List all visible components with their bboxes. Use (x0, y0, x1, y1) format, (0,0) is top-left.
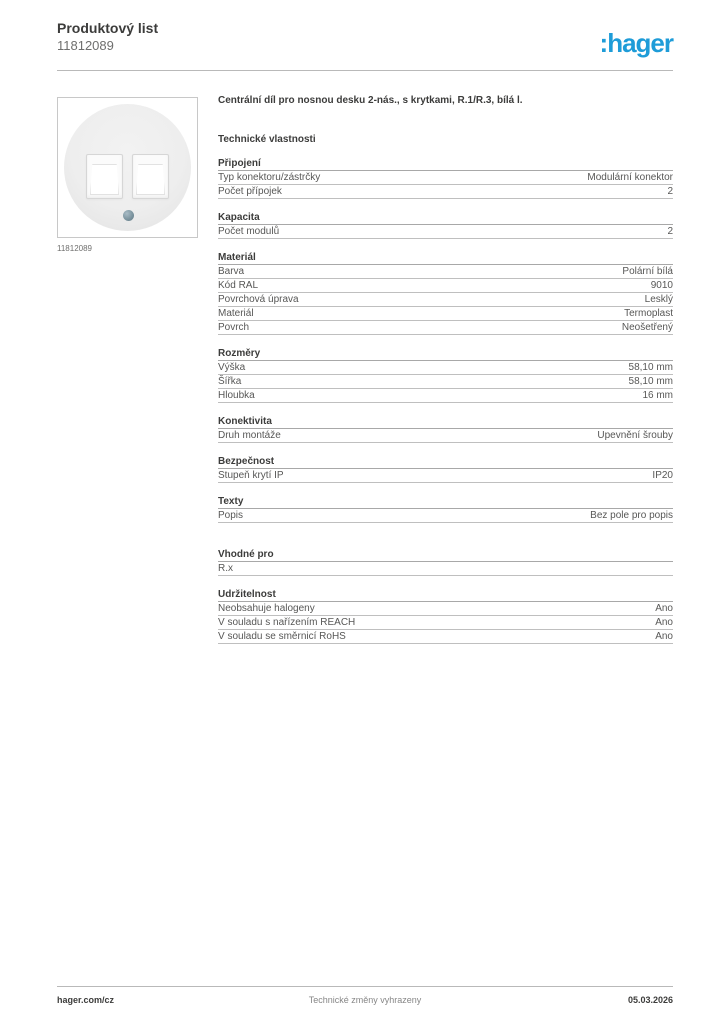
spec-section (218, 550, 673, 576)
spec-label: V souladu se směrnicí RoHS (218, 631, 346, 642)
spec-row (218, 630, 673, 644)
hager-logo: :hager (599, 28, 673, 58)
spec-label: Povrchová úprava (218, 294, 299, 305)
spec-label: Kód RAL (218, 280, 259, 291)
spec-row (218, 171, 673, 185)
spec-row (218, 185, 673, 199)
image-caption: 11812089 (57, 244, 92, 253)
footer-row (57, 995, 673, 1005)
spec-row (218, 361, 673, 375)
section-title: Materiál (218, 253, 673, 265)
spec-row (218, 389, 673, 403)
spec-value: Ano (655, 631, 673, 642)
cover-plate-graphic (64, 104, 191, 231)
spec-label: Povrch (218, 322, 250, 333)
spec-row (218, 509, 673, 523)
spec-section (218, 349, 673, 403)
spec-sections (218, 159, 673, 644)
section-title: Texty (218, 497, 673, 509)
spec-section (218, 213, 673, 239)
spec-row (218, 265, 673, 279)
main-content (0, 71, 724, 644)
spec-label: V souladu s nařízením REACH (218, 617, 356, 628)
footer-notice: Technické změny vyhrazeny (308, 995, 422, 1005)
socket-opening-left (86, 154, 123, 199)
spec-section (218, 253, 673, 335)
spec-label: Neobsahuje halogeny (218, 603, 315, 614)
spec-label: Výška (218, 362, 246, 373)
product-image-column (57, 94, 198, 644)
spec-label: Barva (218, 266, 245, 277)
product-number: 11812089 (57, 38, 114, 53)
spec-label: Šířka (218, 376, 242, 387)
socket-opening-right (132, 154, 169, 199)
spec-section (218, 159, 673, 199)
page-title: Produktový list (57, 20, 159, 36)
spec-label: Materiál (218, 308, 254, 319)
spec-section (218, 417, 673, 443)
spec-value: Lesklý (644, 294, 673, 305)
section-title: Konektivita (218, 417, 673, 429)
spec-row (218, 279, 673, 293)
spec-row (218, 307, 673, 321)
spec-value: Ano (655, 603, 673, 614)
spec-row (218, 616, 673, 630)
page-header (0, 0, 724, 56)
section-title: Kapacita (218, 213, 673, 225)
spec-row (218, 375, 673, 389)
spec-section (218, 457, 673, 483)
spec-value: Modulární konektor (587, 172, 673, 183)
spec-label: Druh montáže (218, 430, 281, 441)
spec-label: Popis (218, 510, 244, 521)
screw-graphic (123, 210, 134, 221)
product-image (57, 97, 198, 238)
spec-label: Počet modulů (218, 226, 280, 237)
spec-row (218, 293, 673, 307)
spec-row (218, 429, 673, 443)
section-title: Bezpečnost (218, 457, 673, 469)
spec-row (218, 469, 673, 483)
spec-value: 9010 (650, 280, 673, 291)
spec-column (218, 94, 673, 644)
section-title: Udržitelnost (218, 590, 673, 602)
title-block (57, 20, 158, 54)
spec-value: 2 (667, 186, 673, 197)
spec-value: Ano (655, 617, 673, 628)
spec-row (218, 602, 673, 616)
spec-label: Počet přípojek (218, 186, 282, 197)
spec-value: Bez pole pro popis (590, 510, 673, 521)
section-title: Rozměry (218, 349, 673, 361)
spec-value: IP20 (652, 470, 673, 481)
spec-row (218, 562, 673, 576)
spec-value: Termoplast (624, 308, 673, 319)
tech-properties-heading: Technické vlastnosti (218, 134, 316, 145)
footer-date: 05.03.2026 (627, 995, 673, 1005)
spec-value: Polární bílá (622, 266, 673, 277)
spec-section (218, 497, 673, 523)
section-title: Vhodné pro (218, 550, 673, 562)
section-title: Připojení (218, 159, 673, 171)
spec-value: 58,10 mm (628, 376, 673, 387)
footer-divider (57, 986, 673, 987)
spec-value: 16 mm (642, 390, 673, 401)
spec-row (218, 225, 673, 239)
footer-website: hager.com/cz (57, 995, 115, 1005)
spec-label: Hloubka (218, 390, 255, 401)
product-description: Centrální díl pro nosnou desku 2-nás., s krytkami, R.1/R.3, bílá l. (218, 95, 523, 106)
spec-row (218, 321, 673, 335)
spec-label: R.x (218, 563, 233, 574)
spec-value: 2 (667, 226, 673, 237)
spec-value: 58,10 mm (628, 362, 673, 373)
spec-label: Stupeň krytí IP (218, 470, 284, 481)
spec-section (218, 590, 673, 644)
page-footer (57, 986, 673, 1024)
spec-value: Neošetřený (621, 322, 673, 333)
spec-value: Upevnění šrouby (597, 430, 673, 441)
spec-label: Typ konektoru/zástrčky (218, 172, 321, 183)
